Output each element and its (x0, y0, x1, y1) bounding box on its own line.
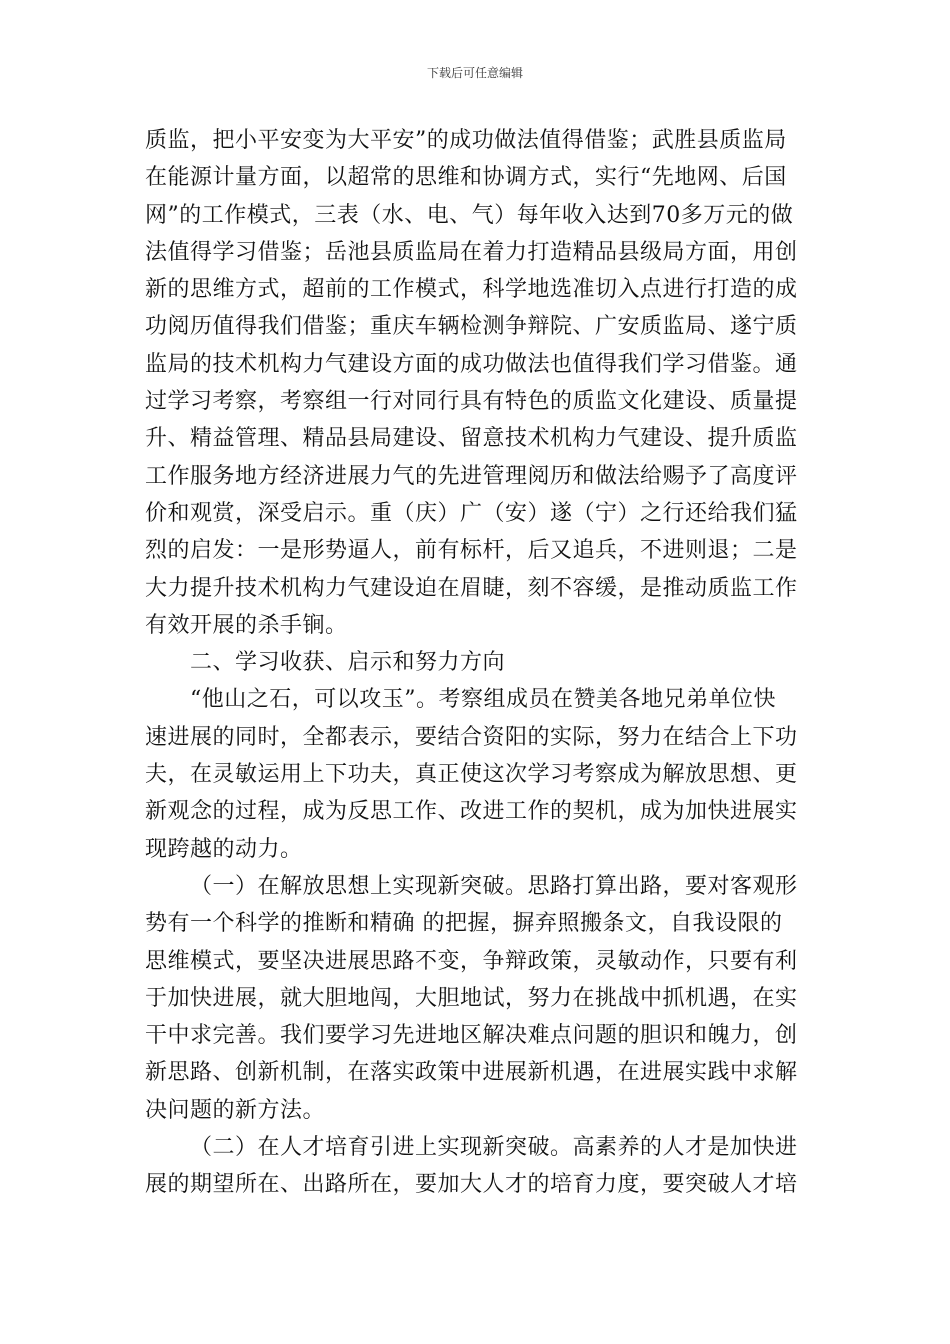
text-line: 法值得学习借鉴；岳池县质监局在着力打造精品县级局方面，用创 (145, 239, 798, 265)
text-line: 过学习考察，考察组一行对同行具有特色的质监文化建设、质量提 (145, 389, 798, 415)
text-line: 烈的启发：一是形势逼人，前有标杆，后又追兵，不进则退；二是 (145, 538, 798, 564)
paragraph-start: （一）在解放思想上实现新突破。思路打算出路，要对客观形 (190, 873, 798, 899)
text-line: 质监，把小平安变为大平安”的成功做法值得借鉴；武胜县质监局 (145, 128, 787, 153)
text-line: 速进展的同时，全都表示，要结合资阳的实际，努力在结合上下功 (145, 724, 798, 750)
text-line: 大力提升技术机构力气建设迫在眉睫，刻不容缓，是推动质监工作 (145, 575, 798, 601)
text-line: 新思路、创新机制，在落实政策中进展新机遇，在进展实践中求解 (145, 1060, 798, 1086)
text-line: 升、精益管理、精品县局建设、留意技术机构力气建设、提升质监 (145, 426, 798, 452)
text-line: 新观念的过程，成为反思工作、改进工作的契机，成为加快进展实 (145, 799, 798, 825)
text-line: 有效开展的杀手锏。 (145, 612, 348, 638)
page-header: 下载后可任意编辑 (426, 66, 523, 80)
text-line: 决问题的新方法。 (145, 1097, 326, 1123)
text-line: 功阅历值得我们借鉴；重庆车辆检测争辩院、广安质监局、遂宁质 (145, 314, 798, 340)
text-line: 夫，在灵敏运用上下功夫，真正使这次学习考察成为解放思想、更 (145, 762, 798, 788)
text-line: 势有一个科学的推断和精确 的把握，摒弃照搬条文，自我设限的 (145, 911, 783, 937)
paragraph-start: （二）在人才培育引进上实现新突破。高素养的人才是加快进 (190, 1135, 798, 1161)
text-line: 网”的工作模式，三表（水、电、气）每年收入达到70多万元的做 (145, 202, 794, 228)
paragraph-start: “他山之石，可以攻玉”。考察组成员在赞美各地兄弟单位快 (190, 687, 776, 713)
text-line: 工作服务地方经济进展力气的先进管理阅历和做法给赐予了高度评 (145, 463, 798, 489)
text-line: 在能源计量方面，以超常的思维和协调方式，实行“先地网、后国 (145, 165, 787, 191)
text-line: 价和观赏，深受启示。重（庆）广（安）遂（宁）之行还给我们猛 (145, 500, 798, 526)
text-line: 干中求完善。我们要学习先进地区解决难点问题的胆识和魄力，创 (145, 1023, 798, 1049)
text-line: 于加快进展，就大胆地闯，大胆地试，努力在挑战中抓机遇，在实 (145, 985, 798, 1011)
text-line: 现跨越的动力。 (145, 836, 303, 862)
text-line: 监局的技术机构力气建设方面的成功做法也值得我们学习借鉴。通 (145, 351, 798, 377)
text-line: 思维模式，要坚决进展思路不变，争辩政策，灵敏动作，只要有利 (145, 948, 798, 974)
document-body (145, 122, 805, 1204)
text-line: 展的期望所在、出路所在，要加大人才的培育力度，要突破人才培 (145, 1172, 798, 1198)
text-line: 新的思维方式，超前的工作模式，科学地选准切入点进行打造的成 (145, 277, 798, 303)
section-heading: 二、学习收获、启示和努力方向 (190, 650, 506, 676)
